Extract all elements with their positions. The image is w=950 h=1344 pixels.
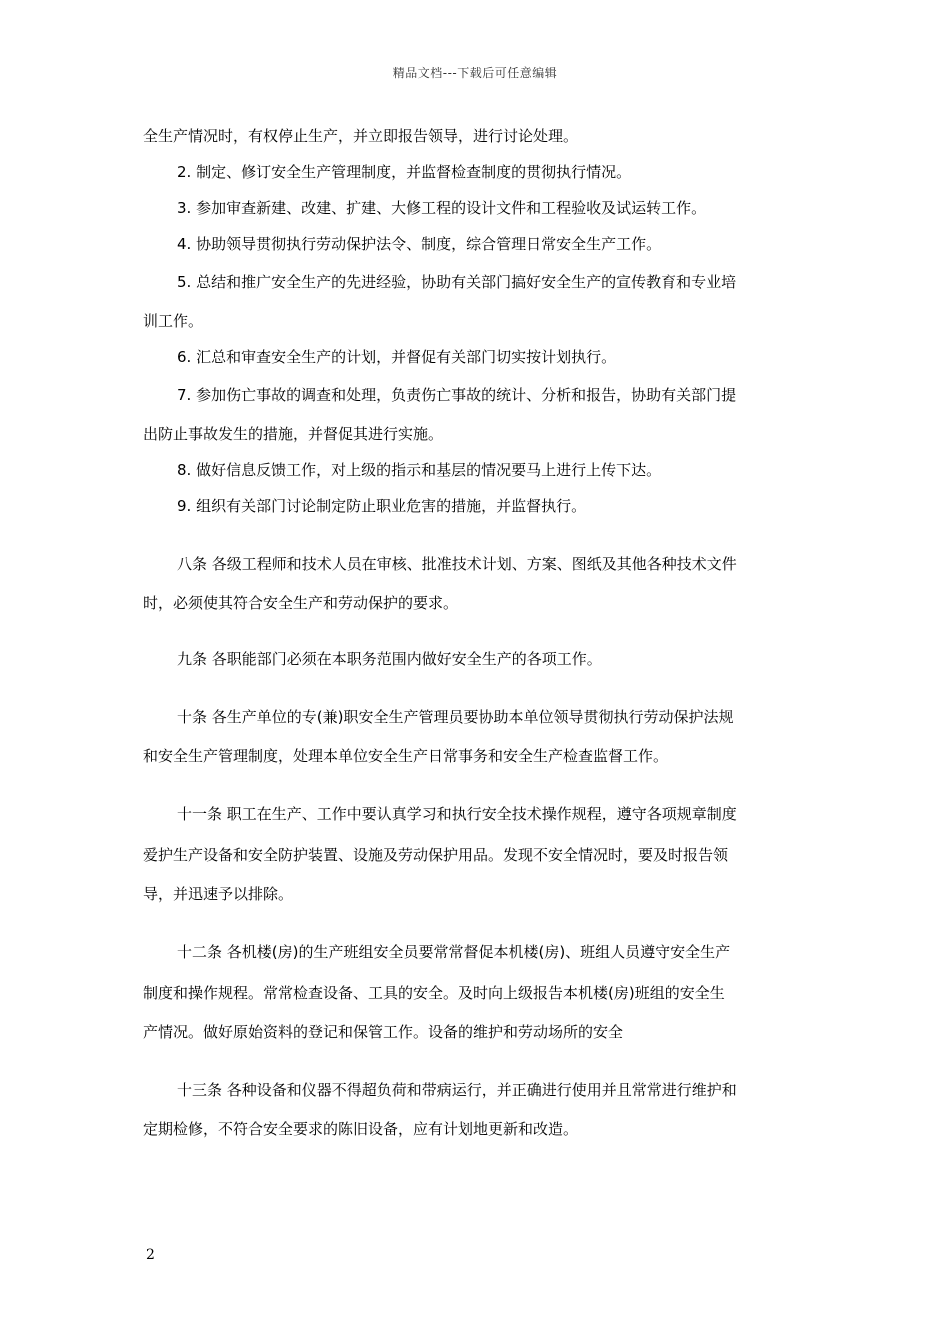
list-item-3: 3. 参加审查新建、改建、扩建、大修工程的设计文件和工程验收及试运转工作。 bbox=[177, 199, 707, 217]
list-item-5-continuation: 训工作。 bbox=[143, 312, 204, 330]
article-11: 十一条 职工在生产、工作中要认真学习和执行安全技术操作规程，遵守各项规章制度 bbox=[177, 805, 737, 823]
article-10: 十条 各生产单位的专(兼)职安全生产管理员要协助本单位领导贯彻执行劳动保护法规 bbox=[177, 708, 734, 726]
list-item-4: 4. 协助领导贯彻执行劳动保护法令、制度，综合管理日常安全生产工作。 bbox=[177, 235, 662, 253]
list-item-6: 6. 汇总和审查安全生产的计划，并督促有关部门切实按计划执行。 bbox=[177, 348, 617, 366]
article-12-continuation: 制度和操作规程。常常检查设备、工具的安全。及时向上级报告本机楼(房)班组的安全生 bbox=[143, 984, 725, 1002]
document-body bbox=[143, 118, 813, 1147]
list-item-8: 8. 做好信息反馈工作，对上级的指示和基层的情况要马上进行上传下达。 bbox=[177, 461, 662, 479]
article-12-continuation: 产情况。做好原始资料的登记和保管工作。设备的维护和劳动场所的安全 bbox=[143, 1023, 624, 1041]
article-10-continuation: 和安全生产管理制度，处理本单位安全生产日常事务和安全生产检查监督工作。 bbox=[143, 747, 669, 765]
list-item-9: 9. 组织有关部门讨论制定防止职业危害的措施，并监督执行。 bbox=[177, 497, 587, 515]
list-item-7: 7. 参加伤亡事故的调查和处理，负责伤亡事故的统计、分析和报告，协助有关部门提 bbox=[177, 386, 737, 404]
article-12: 十二条 各机楼(房)的生产班组安全员要常常督促本机楼(房)、班组人员遵守安全生产 bbox=[177, 943, 731, 961]
page-header: 精品文档---下载后可任意编辑 bbox=[392, 66, 558, 80]
article-11-continuation: 导，并迅速予以排除。 bbox=[143, 885, 294, 903]
article-11-continuation: 爱护生产设备和安全防护装置、设施及劳动保护用品。发现不安全情况时，要及时报告领 bbox=[143, 846, 729, 864]
article-8: 八条 各级工程师和技术人员在审核、批准技术计划、方案、图纸及其他各种技术文件 bbox=[177, 555, 737, 573]
page-number: 2 bbox=[146, 1247, 155, 1263]
list-item-2: 2. 制定、修订安全生产管理制度，并监督检查制度的贯彻执行情况。 bbox=[177, 163, 632, 181]
article-9: 九条 各职能部门必须在本职务范围内做好安全生产的各项工作。 bbox=[177, 650, 602, 668]
article-13-continuation: 定期检修，不符合安全要求的陈旧设备，应有计划地更新和改造。 bbox=[143, 1120, 579, 1138]
list-item-5: 5. 总结和推广安全生产的先进经验，协助有关部门搞好安全生产的宣传教育和专业培 bbox=[177, 273, 737, 291]
list-item-7-continuation: 出防止事故发生的措施，并督促其进行实施。 bbox=[143, 425, 444, 443]
article-13: 十三条 各种设备和仪器不得超负荷和带病运行，并正确进行使用并且常常进行维护和 bbox=[177, 1081, 737, 1099]
paragraph-line: 全生产情况时，有权停止生产，并立即报告领导，进行讨论处理。 bbox=[143, 127, 579, 145]
article-8-continuation: 时，必须使其符合安全生产和劳动保护的要求。 bbox=[143, 594, 459, 612]
